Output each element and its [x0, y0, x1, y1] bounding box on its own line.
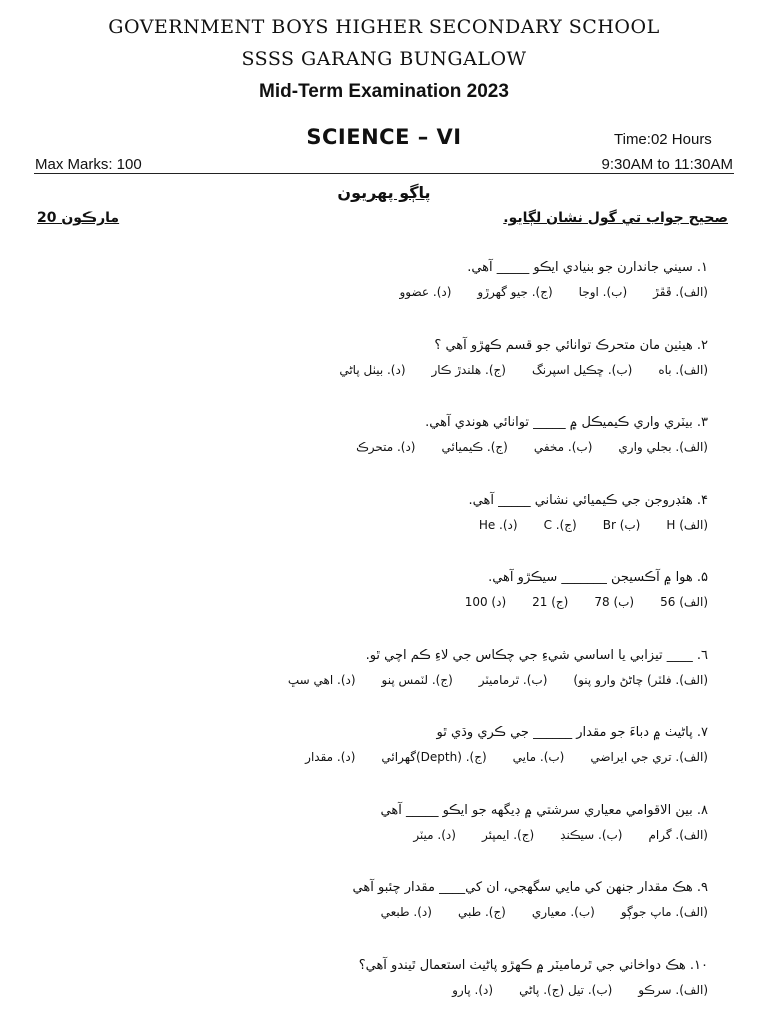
answer-option: (د). طبعي [380, 905, 432, 919]
answer-options [279, 750, 708, 764]
answer-option: (ب). معياري [531, 905, 595, 919]
question-text: ۴. هئڊروجن جي ڪيميائي نشاني _____ آهي. [468, 493, 708, 508]
answer-options [355, 905, 708, 919]
question-text: ٣. بيٽري واري ڪيميڪل ۾ _____ توانائي هوندي آهي. [425, 415, 708, 430]
answer-options [439, 595, 708, 609]
answer-option: (د). پارو [452, 983, 494, 997]
max-marks: Max Marks: 100 [35, 156, 142, 173]
question-text: ٢. هيٺين مان متحرڪ توانائي جو قسم ڪهڙو آهي ؟ [434, 338, 708, 353]
answer-option: (ب). ڇڪيل اسپرنگ [531, 363, 633, 377]
answer-option: (د). بيٺل پاڻي [339, 363, 406, 377]
answer-option: (ج). (Depth)گهرائي [381, 750, 487, 764]
answer-option: (ب). مخفي [533, 440, 593, 454]
exam-title: Mid-Term Examination 2023 [259, 81, 509, 102]
answer-option: (ب). مايي [512, 750, 565, 764]
answer-option: (الف). ڦڦڙ [653, 285, 708, 299]
answer-options [426, 983, 708, 997]
exam-duration: Time:02 Hours [614, 131, 712, 148]
answer-options [453, 518, 708, 532]
header-divider [34, 173, 734, 174]
answer-option: (ب) 78 [594, 595, 635, 609]
answer-option: (الف) H [666, 518, 708, 532]
question-text: ٩. هڪ مقدار جنهن کي مايي سگهجي، ان کي____ مقدار چئبو آهي [352, 880, 708, 895]
answer-option: (الف). سرڪو [638, 983, 708, 997]
answer-option: (الف). تري جي ايراضي [590, 750, 708, 764]
answer-option: (د). اهي سڀ [287, 673, 356, 687]
answer-options [262, 673, 708, 687]
answer-option: (د). متحرڪ [356, 440, 416, 454]
answer-option: (د). عضوو [399, 285, 452, 299]
question-text: ٦. ____ تيزابي يا اساسي شيءِ جي چڪاس جي لاءِ ڪم اچي ٿو. [365, 648, 708, 663]
answer-option: (ج). ڪيميائي [441, 440, 508, 454]
school-name: GOVERNMENT BOYS HIGHER SECONDARY SCHOOL [108, 16, 660, 38]
school-location: SSSS GARANG BUNGALOW [241, 48, 527, 70]
question-text: ١. سيني جاندارن جو بنيادي ايڪو _____ آهي. [467, 260, 708, 275]
answer-options [374, 285, 709, 299]
answer-option: (ج). ايمپئر [481, 828, 535, 842]
answer-option: (ب). اوجا [578, 285, 628, 299]
question-text: ۵. هوا ۾ آڪسيجن _______ سيڪڙو آهي. [488, 570, 708, 585]
section-marks: مارڪون 20 [37, 210, 120, 226]
answer-option: (الف). گرام [648, 828, 708, 842]
subject-title: SCIENCE – VI [306, 125, 462, 149]
answer-option: (ج). جيو گهرڙو [477, 285, 553, 299]
answer-option: (د). مقدار [305, 750, 356, 764]
answer-option: (ب). تيل (ج). پاڻي [519, 983, 613, 997]
answer-option: (د) 100 [464, 595, 507, 609]
section-instruction: صحيح جواب تي گول نشان لڳايو. [503, 210, 728, 226]
answer-option: (الف). باه [658, 363, 708, 377]
answer-option: (د). He [478, 518, 518, 532]
answer-options [330, 440, 708, 454]
answer-option: (الف). بجلي واري [618, 440, 708, 454]
answer-option: (الف) 56 [660, 595, 708, 609]
exam-timing: 9:30AM to 11:30AM [601, 156, 733, 173]
answer-option: (الف). فلٽر) چاڻڻ وارو پنو) [573, 673, 708, 687]
question-text: ٧. پاڻيٺ ۾ دباءَ جو مقدار ______ جي ڪري وڌي ٿو [436, 725, 708, 740]
answer-option: (الف). ماپ جوڳو [620, 905, 708, 919]
answer-option: (ب). ٿرماميٽر [478, 673, 548, 687]
answer-options [313, 363, 708, 377]
section-title: پاڳو پهريون [337, 183, 431, 202]
answer-option: (ب). سيڪنڊ [560, 828, 623, 842]
question-text: ١٠. هڪ دواخاني جي ٿرماميٽر ۾ ڪهڙو پاڻيٺ استعمال ٿيندو آهي؟ [358, 958, 708, 973]
answer-option: (د). ميٽر [413, 828, 456, 842]
question-text: ٨. بين الاقوامي معياري سرشتي ۾ ڊيگهه جو ايڪو _____ آهي [380, 803, 708, 818]
answer-option: (ج). طبي [457, 905, 506, 919]
answer-option: (ج) 21 [532, 595, 569, 609]
answer-option: (ب) Br [602, 518, 641, 532]
answer-option: (ج). C [543, 518, 577, 532]
answer-option: (ج). هلندڙ ڪار [431, 363, 506, 377]
answer-options [387, 828, 708, 842]
answer-option: (ج). لٽمس پنو [381, 673, 453, 687]
